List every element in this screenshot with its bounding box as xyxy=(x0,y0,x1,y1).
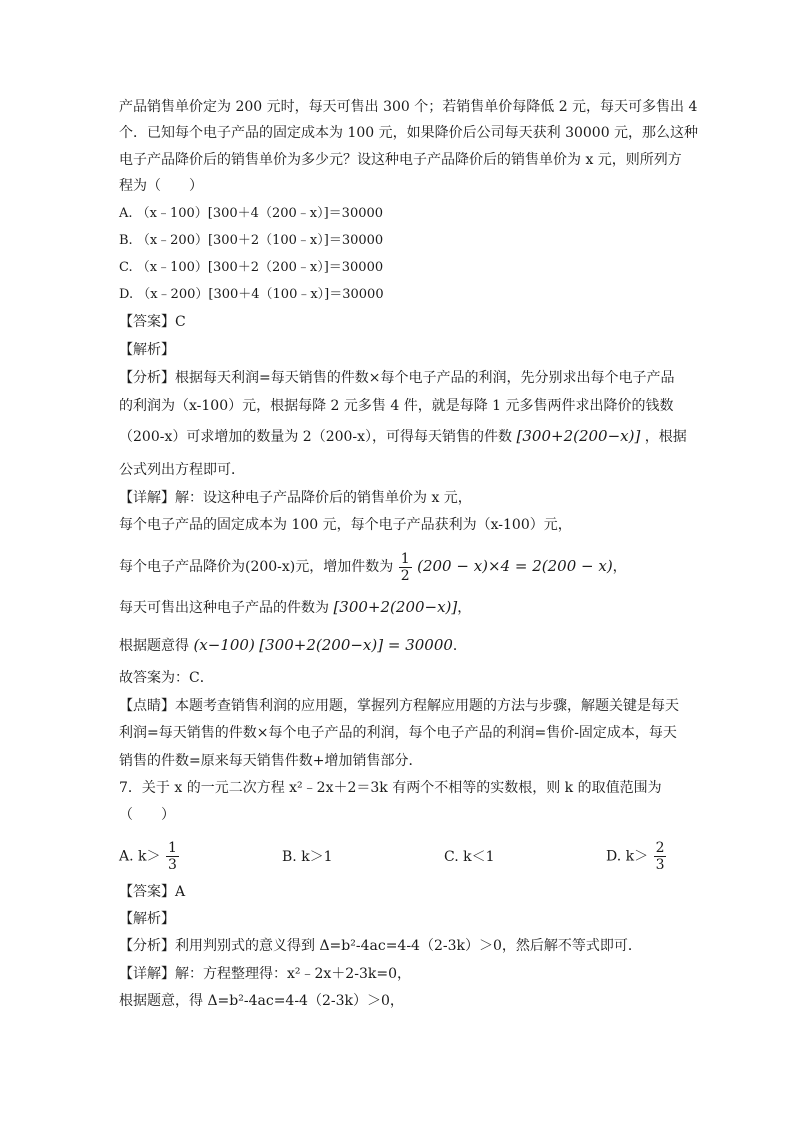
q6-pieces-expression-2: [300+2(200−x)] xyxy=(333,598,458,616)
q6-answer: 【答案】C xyxy=(119,314,186,330)
q6-stem-line-1: 产品销售单价定为 200 元时，每天可售出 300 个；若销售单价每降低 2 元，每天可多售出 4 xyxy=(119,99,698,115)
q6-equation-right: [300+2(200−x)] = 30000 xyxy=(259,636,453,654)
q7-option-d-prefix: D. k＞ xyxy=(606,848,649,865)
q7-xiangjie-line-1: 【详解】解：方程整理得：x²﹣2x＋2-3k=0， xyxy=(119,966,411,982)
q6-stem-line-3: 电子产品降价后的销售单价为多少元？设这种电子产品降价后的销售单价为 x 元，则所列方 xyxy=(119,152,682,168)
q7-fenxi: 【分析】利用判别式的意义得到 Δ=b²-4ac=4-4（2-3k）＞0，然后解不等式即可． xyxy=(119,938,642,954)
q6-fenxi-line-3-tail: ，根据 xyxy=(644,429,687,445)
q6-pieces-expression: [300+2(200−x)] xyxy=(516,427,641,445)
q7-xiangjie-line-2: 根据题意，得 Δ=b²-4ac=4-4（2-3k）＞0， xyxy=(119,993,404,1009)
q6-dianjing-line-2: 利润=每天销售的件数×每个电子产品的利润，每个电子产品的利润=售价-固定成本，每天 xyxy=(119,725,677,741)
q6-xiangjie-line-3-text: 每个电子产品降价为(200-x)元，增加件数为 xyxy=(119,559,394,575)
q6-fenxi-line-3 xyxy=(119,426,687,447)
q6-xiangjie-line-1: 【详解】解：设这种电子产品降价后的销售单价为 x 元， xyxy=(119,490,472,506)
q6-xiangjie-line-5: 根据题意得 (x−100) [300+2(200−x)] = 30000． xyxy=(119,636,467,654)
q6-increase-expression: (200 − x)×4 = 2(200 − x) xyxy=(417,557,613,575)
q6-fenxi-line-2: 的利润为（x-100）元，根据每降 2 元多售 4 件，就是每降 1 元多售两件求出降价的钱数 xyxy=(119,398,674,414)
q6-xiangjie-line-5-text: 根据题意得 xyxy=(119,638,189,654)
q7-answer: 【答案】A xyxy=(119,884,186,900)
fraction-denominator: 2 xyxy=(400,567,410,584)
q7-stem-line-2: （ ） xyxy=(119,807,175,823)
q6-fenxi-line-1: 【分析】根据每天利润=每天销售的件数×每个电子产品的利润，先分别求出每个电子产品 xyxy=(119,370,675,386)
q6-option-b: B. （x﹣200）[300＋2（100﹣x）]＝30000 xyxy=(119,233,384,248)
q7-analysis-heading: 【解析】 xyxy=(119,911,175,927)
q6-xiangjie-line-2: 每个电子产品的固定成本为 100 元，每个电子产品获利为（x-100）元， xyxy=(119,517,572,533)
q6-xiangjie-line-6: 故答案为：C． xyxy=(119,670,214,686)
q7-option-a xyxy=(119,840,180,873)
q6-stem-line-2: 个．已知每个电子产品的固定成本为 100 元，如果降价后公司每天获利 30000 元，那么这种 xyxy=(119,125,699,141)
fraction-numerator: 2 xyxy=(655,840,665,856)
q7-option-a-prefix: A. k＞ xyxy=(119,848,161,865)
q6-half-fraction xyxy=(399,551,412,584)
q7-option-d-fraction xyxy=(654,840,667,873)
q6-stem-line-4: 程为（ ） xyxy=(119,178,203,194)
q6-option-c: C. （x﹣100）[300＋2（200﹣x）]＝30000 xyxy=(119,260,384,275)
q6-dianjing-line-1: 【点睛】本题考查销售利润的应用题，掌握列方程解应用题的方法与步骤，解题关键是每天 xyxy=(119,698,679,714)
q6-dianjing-line-3: 销售的件数=原来每天销售件数+增加销售部分． xyxy=(119,753,423,769)
q7-option-c: C. k＜1 xyxy=(444,849,495,865)
q7-stem-line-1: 7．关于 x 的一元二次方程 x²﹣2x＋2＝3k 有两个不相等的实数根，则 k 的取值范围为 xyxy=(119,780,662,796)
fraction-denominator: 3 xyxy=(167,857,177,873)
q6-fenxi-line-4: 公式列出方程即可． xyxy=(119,462,245,478)
q6-xiangjie-line-4: 每天可售出这种电子产品的件数为 [300+2(200−x)]， xyxy=(119,598,472,616)
q6-analysis-heading: 【解析】 xyxy=(119,342,175,358)
q7-option-a-fraction xyxy=(166,840,179,873)
q6-fenxi-line-3-text: （200-x）可求增加的数量为 2（200-x），可得每天销售的件数 xyxy=(119,429,513,445)
fraction-numerator: 1 xyxy=(400,550,410,567)
q7-option-b: B. k＞1 xyxy=(282,849,333,865)
q6-option-d: D. （x﹣200）[300＋4（100﹣x）]＝30000 xyxy=(119,287,384,302)
q6-option-a: A. （x﹣100）[300＋4（200﹣x）]＝30000 xyxy=(119,206,384,221)
fraction-denominator: 3 xyxy=(655,857,665,873)
q7-option-d xyxy=(606,840,667,873)
q6-equation-left: (x−100) xyxy=(193,636,255,654)
fraction-numerator: 1 xyxy=(167,840,177,856)
q6-xiangjie-line-3: 每个电子产品降价为(200-x)元，增加件数为 $\frac{1}{2}$ (200 − x)×4 = 2(200 − x)， xyxy=(119,550,627,584)
q6-xiangjie-line-4-text: 每天可售出这种电子产品的件数为 xyxy=(119,600,329,616)
